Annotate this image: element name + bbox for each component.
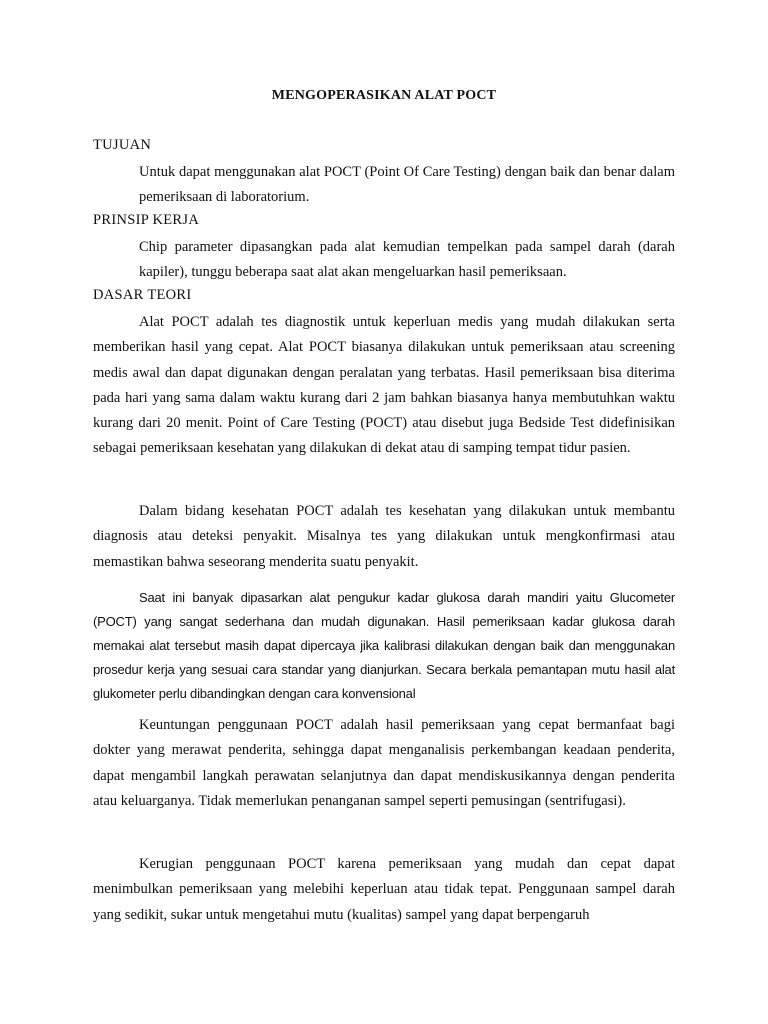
prinsip-kerja-text: Chip parameter dipasangkan pada alat kemudian tempelkan pada sampel darah (darah kapiler), tunggu beberapa saat alat akan mengeluarkan hasil pemeriksaan. (139, 239, 675, 280)
paragraph: Kerugian penggunaan POCT karena pemeriksaan yang mudah dan cepat dapat menimbulkan pemeriksaan yang melebihi keperluan atau tidak tepat. Penggunaan sampel darah yang sedikit, sukar untuk mengetahui mutu (kualitas) sampel yang dapat berpengaruh (93, 856, 675, 923)
paragraph: Alat POCT adalah tes diagnostik untuk keperluan medis yang mudah dilakukan serta memberikan hasil yang cepat. Alat POCT biasanya dilakukan untuk pemeriksaan atau screening medis awal dan dapat digunakan dengan peralatan yang terbatas. Hasil pemeriksaan bisa diterima pada hari yang sama dalam waktu kurang dari 2 jam bahkan biasanya hanya membutuhkan waktu kurang dari 20 menit. Point of Care Testing (POCT) atau disebut juga Bedside Test didefinisikan sebagai pemeriksaan kesehatan yang dilakukan di dekat atau di samping tempat tidur pasien. (93, 314, 675, 457)
paragraph: Saat ini banyak dipasarkan alat pengukur kadar glukosa darah mandiri yaitu Glucometer (POCT) yang sangat sederhana dan mudah digunakan. Hasil pemeriksaan kadar glukosa darah memakai alat tersebut masih dapat dipercaya jika kalibrasi dilakukan dengan baik dan menggunakan prosedur kerja yang sesuai cara standar yang dianjurkan. Secara berkala pemantapan mutu hasil alat glukometer perlu dibandingkan dengan cara konvensional (93, 590, 675, 701)
page-title: MENGOPERASIKAN ALAT POCT (271, 88, 497, 103)
heading-prinsip-kerja: PRINSIP KERJA (93, 212, 200, 228)
heading-tujuan: TUJUAN (93, 137, 152, 153)
tujuan-text: Untuk dapat menggunakan alat POCT (Point Of Care Testing) dengan baik dan benar dalam pemeriksaan di laboratorium. (139, 164, 675, 205)
paragraph: Keuntungan penggunaan POCT adalah hasil pemeriksaan yang cepat bermanfaat bagi dokter yang merawat penderita, sehingga dapat menganalisis perkembangan keadaan penderita, dapat mengambil langkah perawatan selanjutnya dan dapat mendiskusikannya dengan penderita atau keluarganya. Tidak memerlukan penanganan sampel seperti pemusingan (sentrifugasi). (93, 717, 675, 809)
heading-dasar-teori: DASAR TEORI (93, 287, 192, 303)
paragraph: Dalam bidang kesehatan POCT adalah tes kesehatan yang dilakukan untuk membantu diagnosis atau deteksi penyakit. Misalnya tes yang dilakukan untuk mengkonfirmasi atau memastikan bahwa seseorang menderita suatu penyakit. (93, 503, 675, 570)
